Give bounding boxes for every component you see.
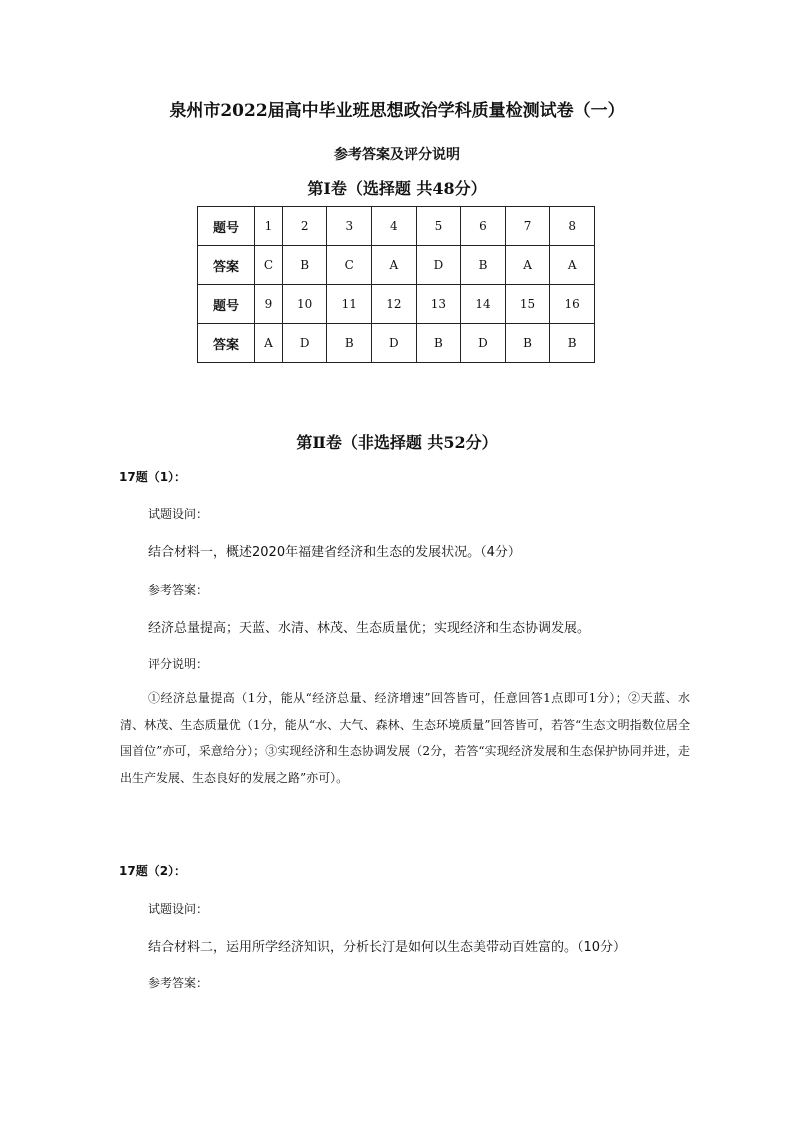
table-cell: C [255,246,283,285]
table-cell: 11 [327,285,372,324]
table-cell: B [505,324,550,363]
question-label: 试题设问： [148,902,209,916]
table-cell: 13 [416,285,461,324]
table-cell: 15 [505,285,550,324]
table-cell: 7 [505,207,550,246]
table-cell: A [550,246,595,285]
question-text: 结合材料一，概述2020年福建省经济和生态的发展状况。（4分） [148,545,521,560]
row-label: 题号 [198,285,255,324]
table-cell: B [416,324,461,363]
table-cell: 2 [282,207,327,246]
question-text: 结合材料二，运用所学经济知识，分析长汀是如何以生态美带动百姓富的。（10分） [148,940,627,955]
answer-label: 参考答案： [148,583,209,597]
question-label: 试题设问： [148,507,209,521]
table-cell: 3 [327,207,372,246]
document-subtitle: 参考答案及评分说明 [334,147,460,163]
table-cell: A [372,246,417,285]
table-cell: D [282,324,327,363]
part1-heading: 第Ⅰ卷（选择题 共48分） [307,179,487,198]
scoring-label: 评分说明： [148,657,209,671]
table-cell: B [282,246,327,285]
question-17-2-heading: 17题（2）： [119,864,187,878]
table-cell: 10 [282,285,327,324]
table-cell: 9 [255,285,283,324]
table-cell: C [327,246,372,285]
table-cell: 14 [461,285,506,324]
row-label: 答案 [198,324,255,363]
table-cell: B [550,324,595,363]
table-cell: 1 [255,207,283,246]
part2-heading: 第Ⅱ卷（非选择题 共52分） [296,433,498,452]
table-cell: B [327,324,372,363]
answer-table [197,206,595,363]
row-label: 答案 [198,246,255,285]
table-cell: 4 [372,207,417,246]
question-17-1-heading: 17题（1）： [119,470,187,484]
table-cell: 5 [416,207,461,246]
scoring-text: ①经济总量提高（1分，能从“经济总量、经济增速”回答皆可，任意回答1点即可1分）；②天蓝、水清、林茂、生态质量优（1分，能从“水、大气、森林、生态环境质量”回答皆可，若答“生态文明指数位居全国首位”亦可，采意给分）；③实现经济和生态协调发展（2分，若答“实现经济发展和生态保护协同并进，走出生产发展、生态良好的发展之路”亦可）。 [120,691,690,785]
table-cell: 8 [550,207,595,246]
table-row [198,324,595,363]
table-cell: D [416,246,461,285]
table-cell: 12 [372,285,417,324]
table-cell: A [255,324,283,363]
table-cell: B [461,246,506,285]
answer-label: 参考答案： [148,976,209,990]
table-cell: 6 [461,207,506,246]
table-cell: D [461,324,506,363]
row-label: 题号 [198,207,255,246]
answer-text: 经济总量提高；天蓝、水清、林茂、生态质量优；实现经济和生态协调发展。 [148,621,591,636]
table-cell: 16 [550,285,595,324]
table-cell: A [505,246,550,285]
table-cell: D [372,324,417,363]
table-row [198,246,595,285]
table-row [198,285,595,324]
document-title: 泉州市2022届高中毕业班思想政治学科质量检测试卷（一） [169,101,625,121]
table-row [198,207,595,246]
